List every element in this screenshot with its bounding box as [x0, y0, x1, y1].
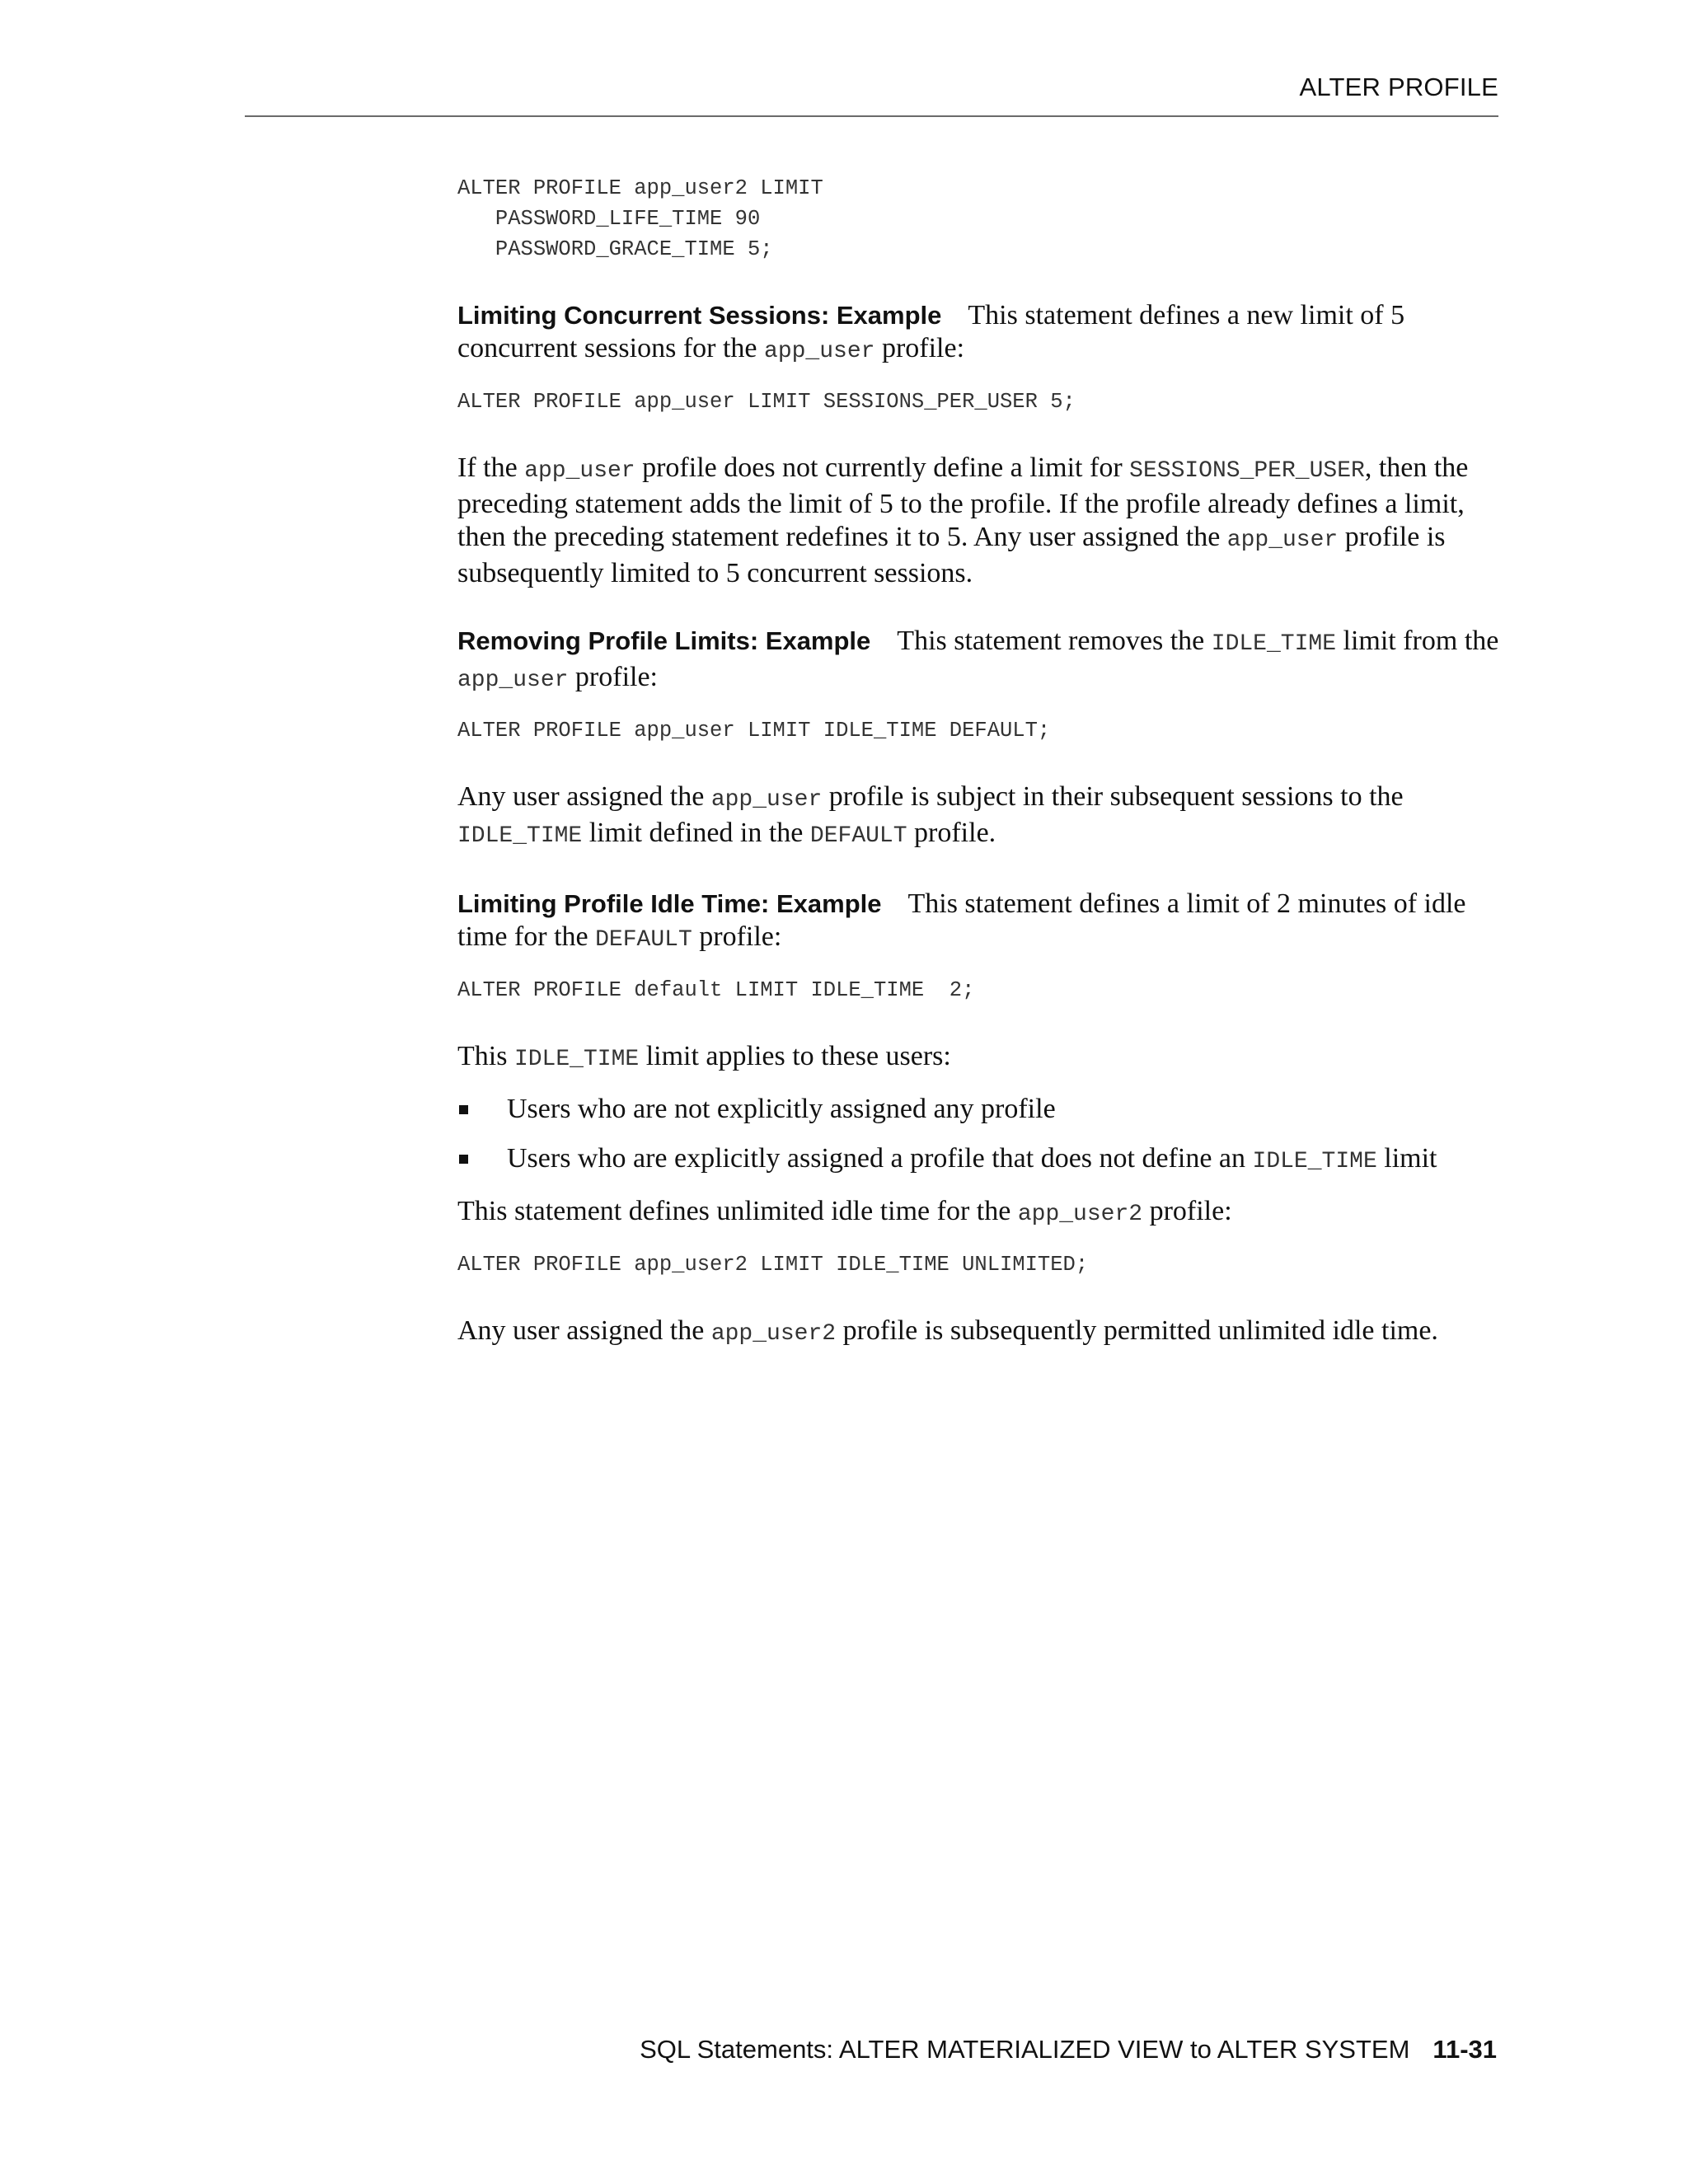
square-bullet-icon [459, 1105, 468, 1114]
running-head-title: ALTER PROFILE [1299, 73, 1498, 101]
removing-intro-text-b: limit from the [1336, 626, 1499, 656]
code-block-idle-time-default: ALTER PROFILE app_user LIMIT IDLE_TIME DEFAULT; [457, 719, 1051, 743]
removing-intro-text-a: This statement removes the [897, 626, 1212, 656]
idle-intro-code: DEFAULT [595, 927, 692, 953]
removing-para-text-a: Any user assigned the [457, 781, 711, 812]
unlimited-idle-explanation [457, 1315, 1500, 1351]
unlimited-idle-intro [457, 1195, 1500, 1231]
concurrent-para-text-a: If the [457, 452, 525, 483]
unlimited-text-a: This statement defines unlimited idle time for the [457, 1196, 1018, 1226]
removing-para-code-3: DEFAULT [809, 823, 907, 849]
removing-intro-text-c: profile: [568, 662, 658, 692]
bullet-1-text: Users who are not explicitly assigned any profile [507, 1094, 1056, 1124]
concurrent-sessions-intro [457, 299, 1500, 368]
idle-intro-text-b: profile: [692, 921, 782, 952]
removing-intro-code-2: app_user [457, 668, 569, 693]
idle-applies-code: IDLE_TIME [513, 1047, 640, 1072]
code-block-idle-time-2: ALTER PROFILE default LIMIT IDLE_TIME 2; [457, 978, 975, 1002]
idle-applies-text-b: limit applies to these users: [639, 1041, 951, 1071]
page-footer [640, 2035, 1497, 2064]
bullet-2-code: IDLE_TIME [1252, 1149, 1377, 1174]
concurrent-para-code-2: SESSIONS_PER_USER [1129, 458, 1365, 484]
footer-book-section: SQL Statements: ALTER MATERIALIZED VIEW to ALTER SYSTEM [640, 2035, 1410, 2064]
idle-intro-text-a: This statement defines a limit of 2 minutes of idle time for the [457, 888, 1466, 952]
footer-page-number: 11-31 [1432, 2035, 1497, 2064]
removing-limits-explanation [457, 780, 1500, 853]
concurrent-intro-code: app_user [764, 339, 875, 364]
square-bullet-icon [459, 1155, 468, 1164]
concurrent-intro-text-a: This statement defines a new limit of 5 concurrent sessions for the [457, 300, 1405, 363]
concurrent-para-code-1: app_user [524, 458, 635, 484]
idle-applies-to [457, 1040, 1500, 1076]
bullet-2-text-b: limit [1376, 1143, 1437, 1174]
removing-intro-code-1: IDLE_TIME [1211, 631, 1336, 657]
concurrent-para-text-c: , then the preceding statement adds the limit of 5 to the profile. If the profile already defines a limit, then the preceding statement redefines it to 5. Any user assigned the [457, 452, 1469, 552]
unlimited-text-b: profile: [1142, 1196, 1232, 1226]
removing-para-text-c: limit defined in the [582, 818, 810, 848]
list-item [457, 1093, 1500, 1126]
final-text-a: Any user assigned the [457, 1315, 711, 1346]
code-block-sessions-per-user: ALTER PROFILE app_user LIMIT SESSIONS_PER_USER 5; [457, 390, 1076, 414]
code-block-idle-unlimited: ALTER PROFILE app_user2 LIMIT IDLE_TIME UNLIMITED; [457, 1253, 1089, 1277]
final-code: app_user2 [710, 1321, 837, 1347]
code-block-password-limits: ALTER PROFILE app_user2 LIMIT PASSWORD_LIFE_TIME 90 PASSWORD_GRACE_TIME 5; [457, 176, 823, 261]
removing-para-text-d: profile. [907, 818, 996, 848]
idle-time-intro [457, 888, 1500, 957]
removing-para-code-2: IDLE_TIME [457, 823, 583, 849]
concurrent-sessions-explanation [457, 452, 1500, 590]
header-rule [245, 115, 1498, 117]
page-content [457, 173, 1500, 1367]
removing-limits-intro [457, 625, 1500, 697]
bullet-2-text-a: Users who are explicitly assigned a profile that does not define an [507, 1143, 1253, 1174]
concurrent-intro-text-b: profile: [874, 333, 965, 363]
removing-limits-heading: Removing Profile Limits: Example [457, 626, 871, 655]
idle-applies-list [457, 1093, 1500, 1179]
concurrent-sessions-heading: Limiting Concurrent Sessions: Example [457, 301, 942, 330]
removing-para-code-1: app_user [710, 787, 823, 813]
idle-time-heading: Limiting Profile Idle Time: Example [457, 889, 882, 918]
list-item [457, 1142, 1500, 1179]
concurrent-para-text-d: profile is subsequently limited to 5 concurrent sessions. [457, 522, 1446, 588]
unlimited-code: app_user2 [1017, 1202, 1143, 1227]
removing-para-text-b: profile is subject in their subsequent sessions to the [822, 781, 1404, 812]
concurrent-para-code-3: app_user [1226, 527, 1339, 553]
concurrent-para-text-b: profile does not currently define a limit for [635, 452, 1130, 483]
final-text-b: profile is subsequently permitted unlimited idle time. [836, 1315, 1438, 1346]
idle-applies-text-a: This [457, 1041, 514, 1071]
